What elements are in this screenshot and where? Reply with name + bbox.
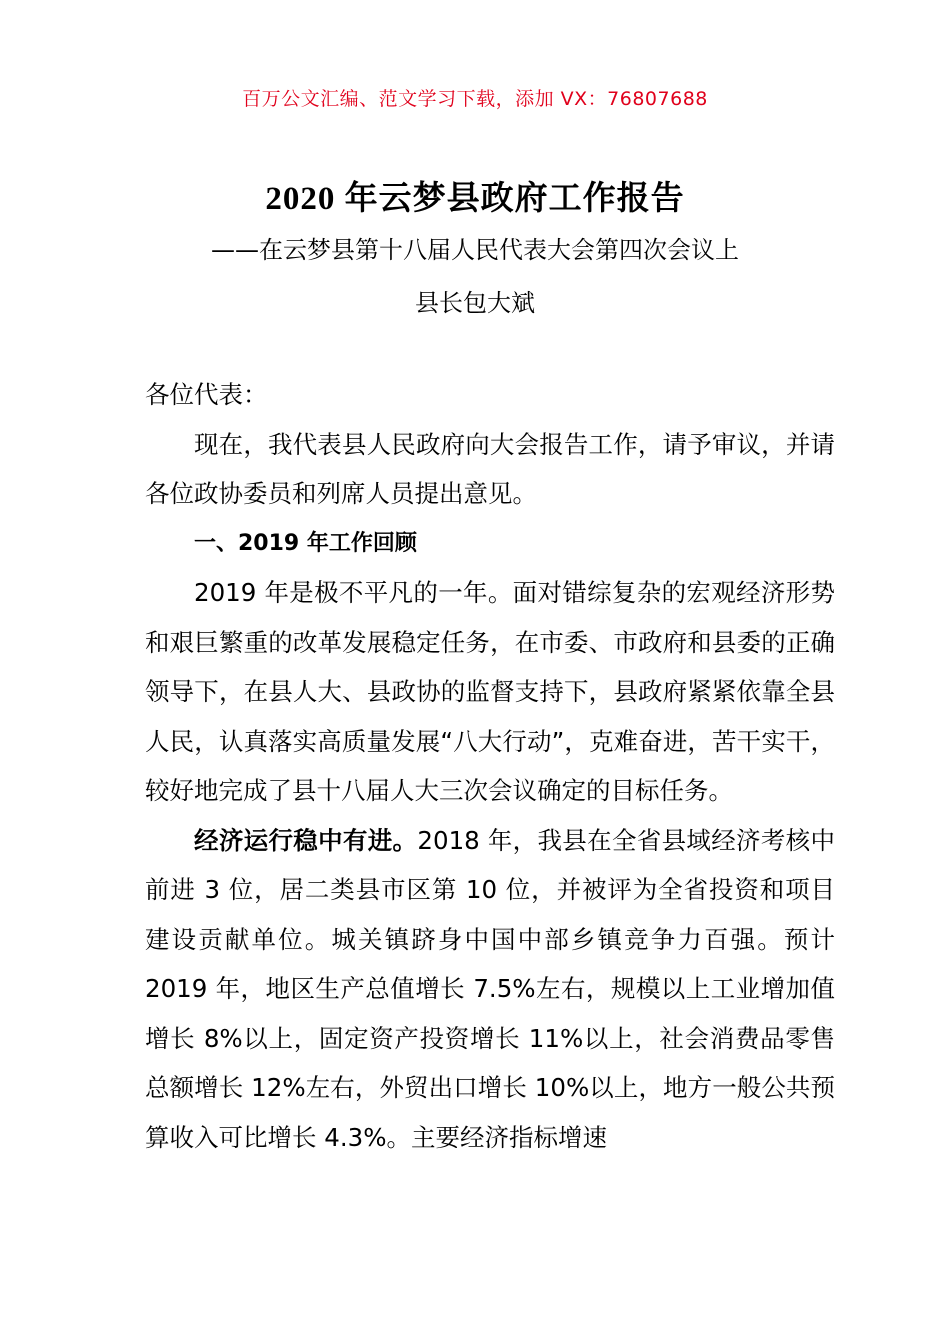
document-body [145, 370, 835, 1162]
salutation: 各位代表： [145, 380, 268, 409]
economy-paragraph [145, 816, 835, 1163]
document-author: 县长包大斌 [415, 289, 535, 317]
document-title: 2020 年云梦县政府工作报告 [265, 181, 685, 217]
intro-paragraph: 现在，我代表县人民政府向大会报告工作，请予审议，并请各位政协委员和列席人员提出意见。 [145, 429, 835, 508]
economy-lead: 经济运行稳中有进。 [194, 825, 418, 855]
economy-text: 2018 年，我县在全省县域经济考核中前进 3 位，居二类县市区第 10 位，并被评为全省投资和项目建设贡献单位。城关镇跻身中国中部乡镇竞争力百强。预计 2019 年，地区生产总值增长 7.5%左右，规模以上工业增加值增长 8%以上，固定资产投资增长 11%以上，社会消费品零售总额增长 12%左右，外贸出口增长 10%以上，地方一般公共预算收入可比增长 4.3%。主要经济指标增速 [145, 825, 836, 1152]
review-paragraph: 2019 年是极不平凡的一年。面对错综复杂的宏观经济形势和艰巨繁重的改革发展稳定任务，在市委、市政府和县委的正确领导下，在县人大、县政协的监督支持下，县政府紧紧依靠全县人民，认真落实高质量发展“八大行动”，克难奋进，苦干实干，较好地完成了县十八届人大三次会议确定的目标任务。 [145, 578, 835, 805]
section-heading: 一、2019 年工作回顾 [194, 530, 417, 556]
promo-banner: 百万公文汇编、范文学习下载，添加 VX：76807688 [242, 88, 708, 110]
document-subtitle: ——在云梦县第十八届人民代表大会第四次会议上 [211, 236, 739, 264]
